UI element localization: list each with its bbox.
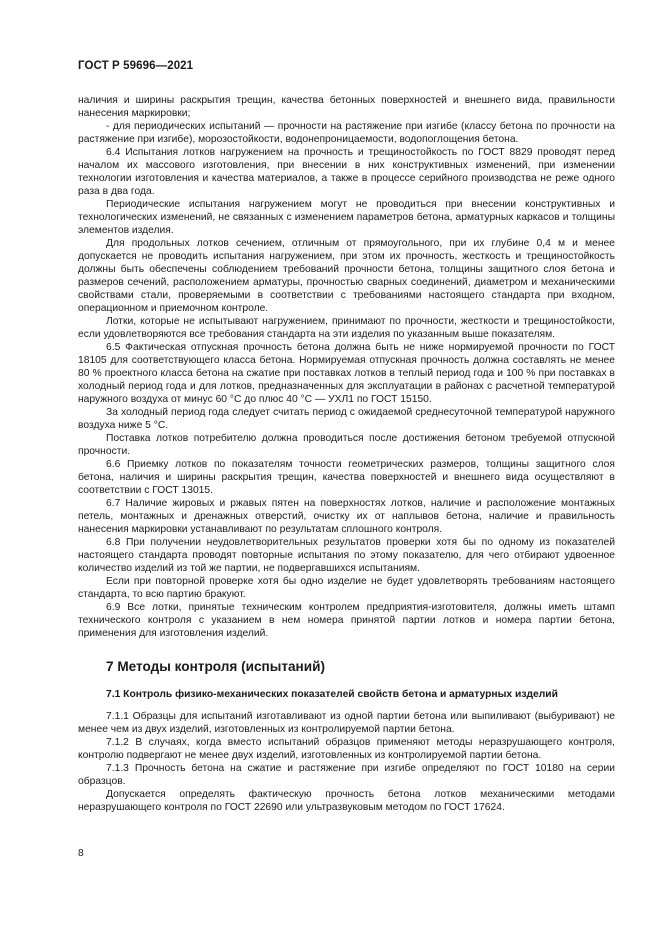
paragraphs-top: [78, 94, 615, 640]
paragraph: 6.4 Испытания лотков нагружением на прочность и трещиностойкость по ГОСТ 8829 проводят перед началом их массового изготовления, при внесении в них конструктивных изменений, при изменении технологии изготовления и качества материалов, а также в процессе серийного производства не реже одного раза в два года.: [78, 147, 615, 197]
paragraph: 6.8 При получении неудовлетворительных результатов проверки хотя бы по одному из показателей настоящего стандарта проводят повторные испытания по этому показателю, для чего отбирают удвоенное количество изделий из той же партии, не подвергавшихся испытаниям.: [78, 537, 615, 574]
paragraph: Лотки, которые не испытывают нагружением, принимают по прочности, жесткости и трещиностойкости, если удовлетворяются все требования стандарта на эти изделия по указанным выше показателям.: [78, 316, 615, 340]
subsection-title: 7.1 Контроль физико-механических показателей свойств бетона и арматурных изделий: [106, 689, 558, 700]
paragraph: Допускается определять фактическую прочность бетона лотков механическими методами неразрушающего контроля по ГОСТ 22690 или ультразвуковым методом по ГОСТ 17624.: [78, 789, 615, 813]
paragraph: Для продольных лотков сечением, отличным от прямоугольного, при их глубине 0,4 м и менее допускается не проводить испытания нагружением, при этом их прочность, жесткость и трещиностойкость должны быть обеспечены соблюдением требований прочности бетона, толщины защитного слоя бетона и размеров сечений, расположением арматуры, прочностью сварных соединений, диаметром и механическими свойствами стали, проверяемыми в соответствии с требованиями настоящего стандарта при входном, операционном и приемочном контроле.: [78, 238, 615, 314]
paragraphs-bottom: [78, 710, 615, 814]
page-number: 8: [78, 848, 84, 859]
paragraph: 7.1.3 Прочность бетона на сжатие и растяжение при изгибе определяют по ГОСТ 10180 на серии образцов.: [78, 763, 615, 787]
paragraph: - для периодических испытаний — прочности на растяжение при изгибе (классу бетона по прочности на растяжение при изгибе), морозостойкости, водонепроницаемости, водопоглощения бетона.: [78, 121, 615, 145]
paragraph: 6.9 Все лотки, принятые техническим контролем предприятия-изготовителя, должны иметь штамп технического контроля с указанием в нем номера принятой партии лотков и номера партии бетона, применения для изготовления изделий.: [78, 602, 615, 639]
paragraph: 7.1.1 Образцы для испытаний изготавливают из одной партии бетона или выпиливают (выбуривают) не менее чем из двух изделий, изготовленных из контролируемой партии бетона.: [78, 711, 615, 735]
paragraph: 6.5 Фактическая отпускная прочность бетона должна быть не ниже нормируемой прочности по ГОСТ 18105 для соответствующего класса бетона. Нормируемая отпускная прочность должна составлять не менее 80 % проектного класса бетона на сжатие при поставках лотков в теплый период года и 100 % при поставках в холодный период года и для лотков, предназначенных для эксплуатации в районах с расчетной температурой наружного воздуха от минус 60 °С до плюс 40 °С — УХЛ1 по ГОСТ 15150.: [78, 342, 615, 405]
paragraph: За холодный период года следует считать период с ожидаемой среднесуточной температурой наружного воздуха ниже 5 °С.: [78, 407, 615, 431]
paragraph: 7.1.2 В случаях, когда вместо испытаний образцов применяют методы неразрушающего контроля, контролю подвергают не менее двух изделий, изготовленных из контролируемой партии бетона.: [78, 737, 615, 761]
page-header: ГОСТ Р 59696—2021: [78, 60, 194, 72]
paragraph: Поставка лотков потребителю должна проводиться после достижения бетоном требуемой отпускной прочности.: [78, 433, 615, 457]
paragraph: 6.6 Приемку лотков по показателям точности геометрических размеров, толщины защитного слоя бетона, наличия и ширины раскрытия трещин, качества поверхностей и внешнего вида осуществляют в соответствии с ГОСТ 13015.: [78, 459, 615, 496]
paragraph: Если при повторной проверке хотя бы одно изделие не будет удовлетворять требованиям настоящего стандарта, то всю партию бракуют.: [78, 576, 615, 600]
paragraph: Периодические испытания нагружением могут не проводиться при внесении конструктивных и технологических изменений, не связанных с изменением параметров бетона, арматурных каркасов и толщины элементов изделия.: [78, 199, 615, 236]
paragraph: 6.7 Наличие жировых и ржавых пятен на поверхностях лотков, наличие и расположение монтажных петель, монтажных и дренажных отверстий, очистку их от наплывов бетона, наличие и правильность нанесения маркировки устанавливают по результатам сплошного контроля.: [78, 498, 615, 535]
section-title: 7 Методы контроля (испытаний): [106, 659, 325, 674]
document-body: [78, 94, 615, 814]
paragraph: наличия и ширины раскрытия трещин, качества бетонных поверхностей и внешнего вида, правильности нанесения маркировки;: [78, 95, 615, 119]
